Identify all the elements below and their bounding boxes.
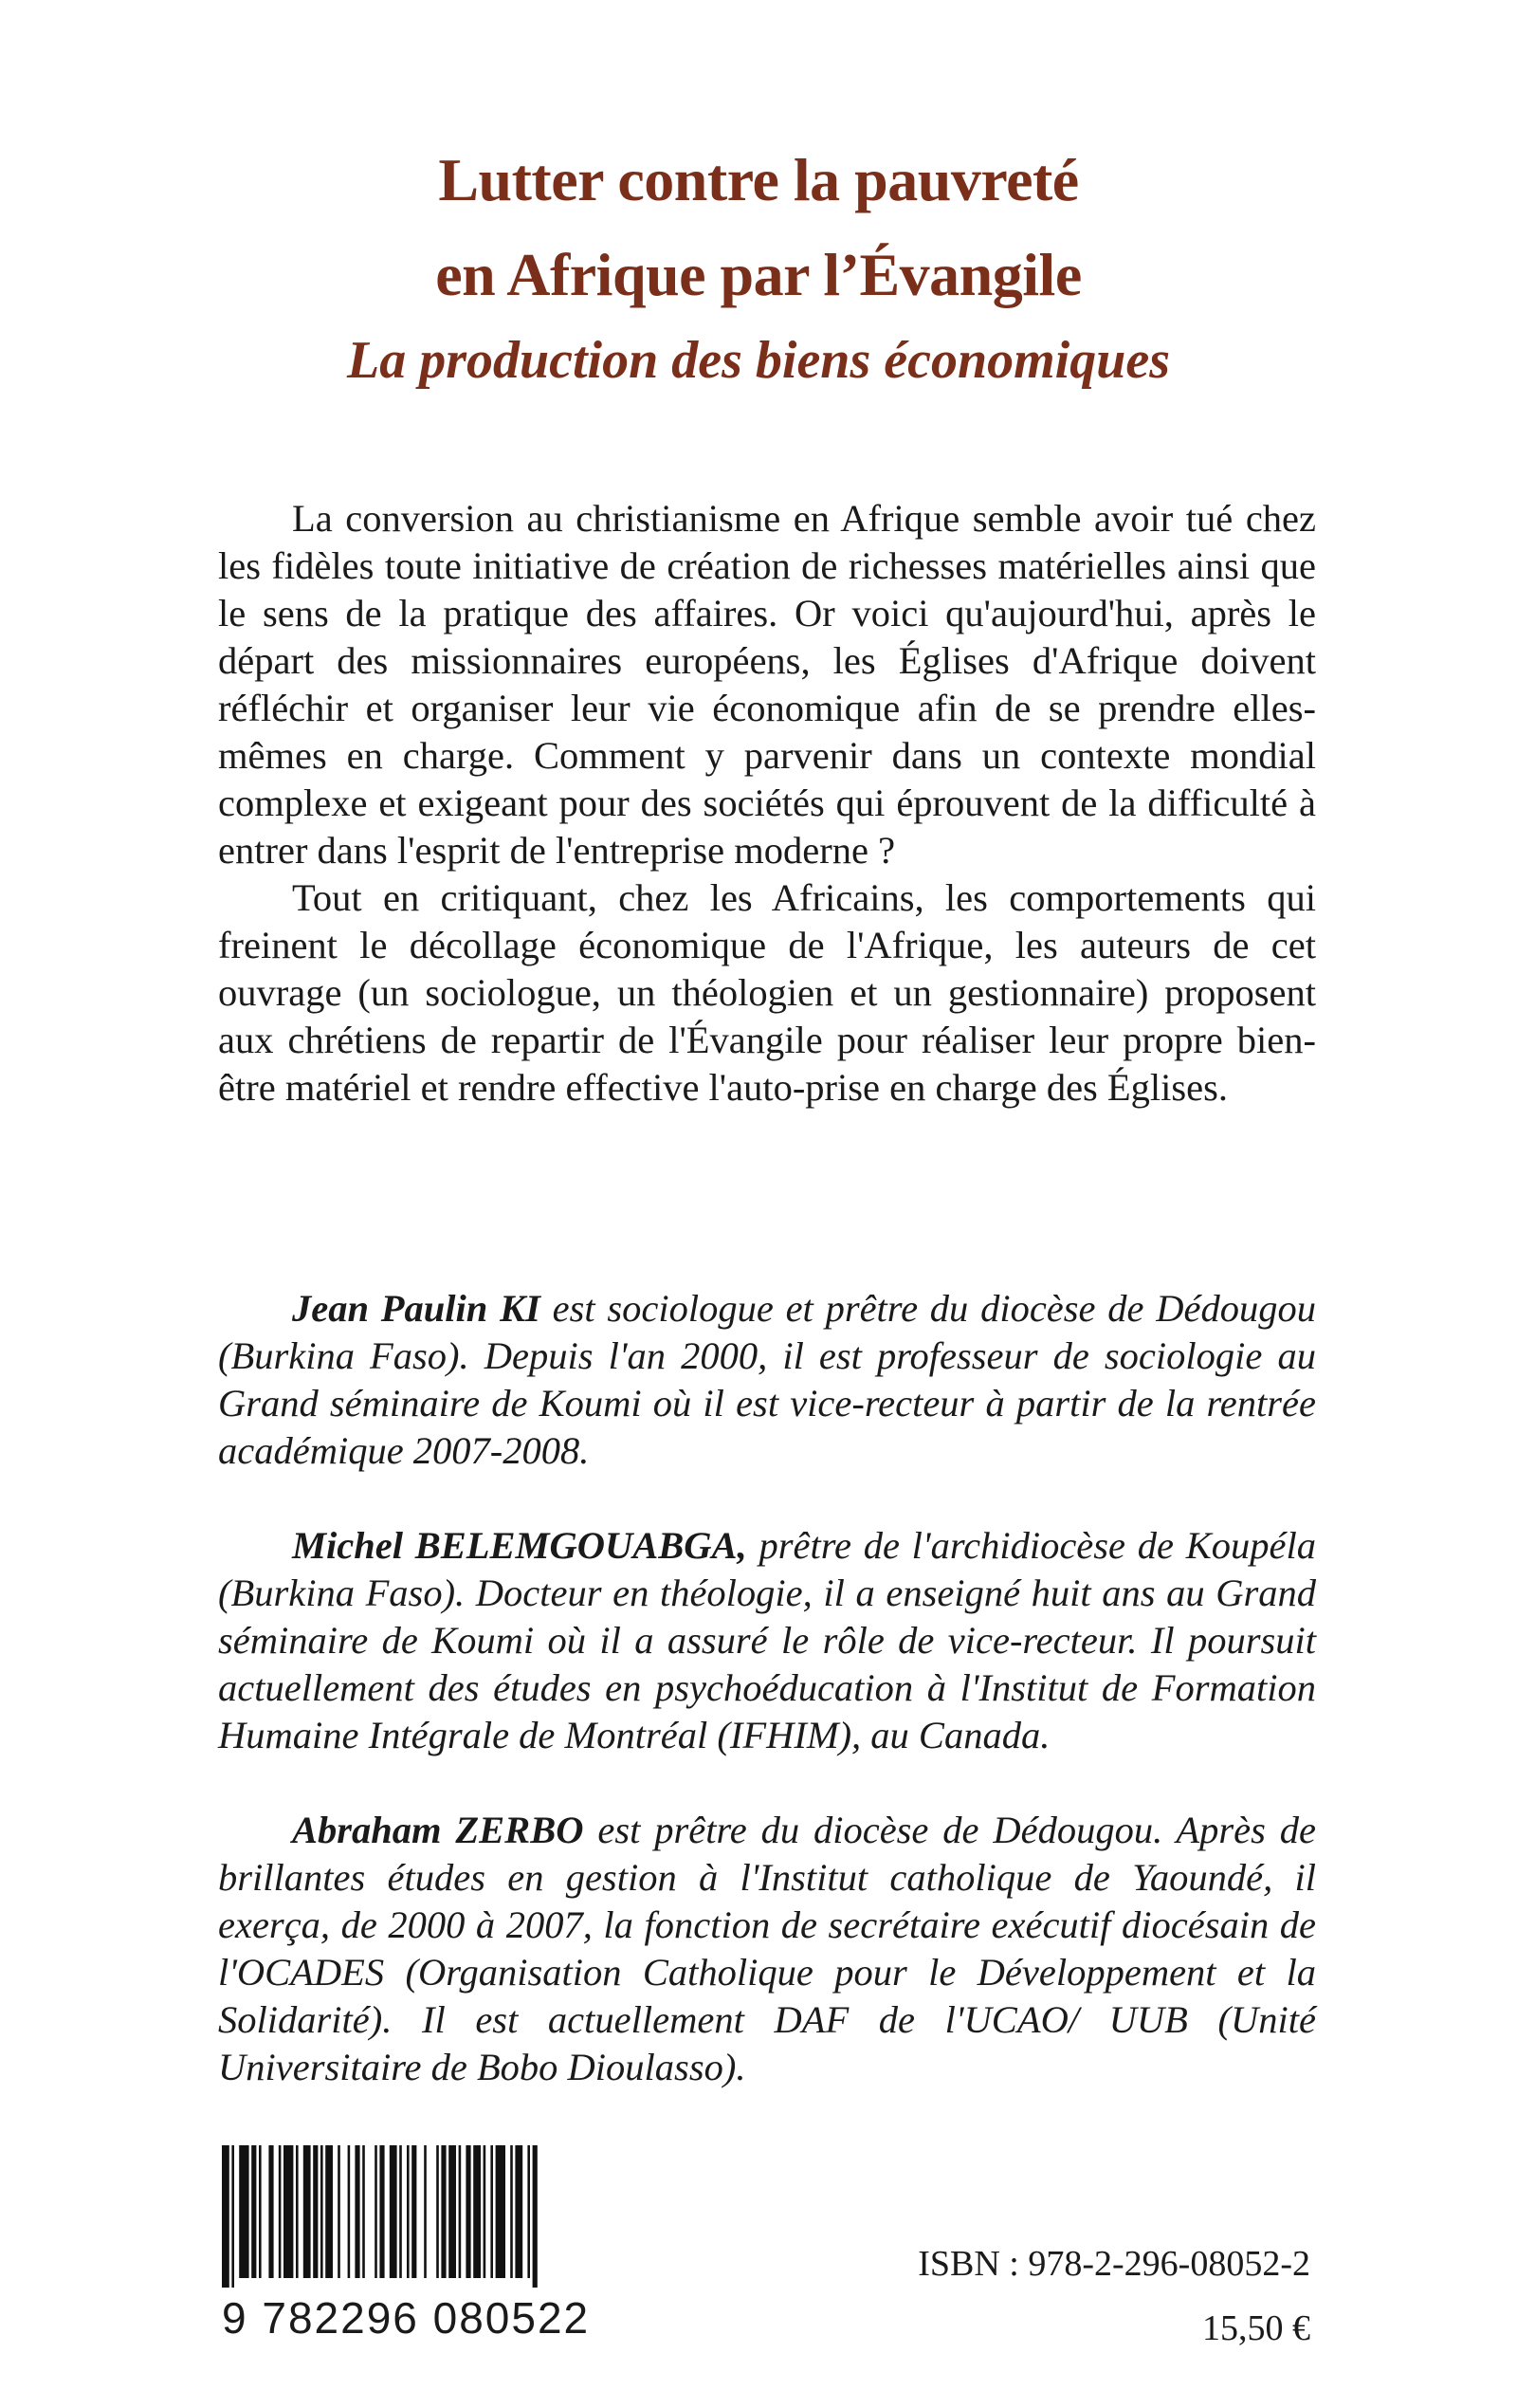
author-name-2: Michel BELEMGOUABGA, [292,1524,747,1567]
barcode-bar [239,2145,248,2278]
author-bios [218,1285,1316,2139]
barcode-bar [313,2145,318,2278]
summary-paragraph-1: La conversion au christianisme en Afrique semble avoir tué chez les fidèles toute initiative de création de richesses matérielles ainsi que le sens de la pratique des affaires. Or voici qu'aujourd'hui, après le départ des missionnaires européens, les Églises d'Afrique doivent réfléchir et organiser leur vie économique afin de se prendre elles-mêmes en charge. Comment y parvenir dans un contexte mondial complexe et exigeant pour des sociétés qui éprouvent de la difficulté à entrer dans l'esprit de l'entreprise moderne ? [218,497,1316,872]
barcode-bar [515,2145,522,2278]
barcode-bar [338,2145,340,2278]
barcode-bar [259,2145,262,2278]
barcode-bar [533,2145,538,2288]
barcode-bar [484,2145,486,2278]
author-text-2: prêtre de l'archidiocèse de Koupéla (Burkina Faso). Docteur en théologie, il a enseigné huit ans au Grand séminaire de Koumi où il a assuré le rôle de vice-recteur. Il poursuit actuellement des études en psychoéducation à l'Institut de Formation Humaine Intégrale de Montréal (IFHIM), au Canada. [218,1524,1316,1756]
author-bio-2 [218,1522,1316,1759]
barcode-bar [325,2145,333,2278]
barcode-bar [424,2145,427,2278]
book-subtitle: La production des biens économiques [346,331,1171,390]
barcode-bar [355,2145,359,2278]
barcode-bar [375,2145,377,2278]
barcode-digits: 9 782296 080522 [222,2293,591,2343]
book-title-line-2: en Afrique par l’Évangile [435,241,1082,308]
barcode-bar [441,2145,446,2278]
barcode-bar [303,2145,311,2278]
barcode-bar [448,2145,456,2278]
barcode-bar [459,2145,462,2278]
barcode-bar [490,2145,493,2278]
author-bio-1 [218,1285,1316,1475]
barcode-bar [510,2145,513,2278]
summary [218,495,1316,1112]
barcode-bar [527,2145,530,2278]
barcode-bar [407,2145,410,2278]
barcode-bar [222,2145,229,2288]
barcode-bar [231,2145,234,2288]
price: 15,50 € [1202,2308,1310,2348]
barcode-bar [251,2145,256,2278]
title-block [0,133,1517,398]
barcode-bar [411,2145,416,2278]
author-name-3: Abraham ZERBO [292,1809,584,1851]
summary-paragraph-2: Tout en critiquant, chez les Africains, les comportements qui freinent le décollage économique de l'Afrique, les auteurs de cet ouvrage (un sociologue, un théologien et un gestionnaire) proposent aux chrétiens de repartir de l'Évangile pour réaliser leur propre bien-être matériel et rendre effective l'auto-prise en charge des Églises. [218,876,1316,1109]
barcode-bar [466,2145,470,2278]
barcode-bars [218,2145,588,2288]
barcode-bar [496,2145,505,2278]
barcode-bar [473,2145,481,2278]
barcode-bar [279,2145,282,2278]
barcode-bar [283,2145,293,2278]
barcode-bar [390,2145,397,2278]
barcode-bar [399,2145,402,2278]
barcode-bar [320,2145,323,2278]
author-text-1: est sociologue et prêtre du diocèse de Dédougou (Burkina Faso). Depuis l'an 2000, il est professeur de sociologie au Grand séminaire de Koumi où il est vice-recteur à partir de la rentrée académique 2007-2008. [218,1287,1316,1472]
barcode-bar [436,2145,439,2278]
author-text-3: est prêtre du diocèse de Dédougou. Après de brillantes études en gestion à l'Institut catholique de Yaoundé, il exerça, de 2000 à 2007, la fonction de secrétaire exécutif diocésain de l'OCADES (Organisation Catholique pour le Développement et la Solidarité). Il est actuellement DAF de l'UCAO/ UUB (Unité Universitaire de Bobo Dioulasso). [218,1809,1316,2088]
isbn: ISBN : 978-2-296-08052-2 [918,2244,1310,2284]
book-title-line-1: Lutter contre la pauvreté [438,146,1079,213]
barcode-bar [268,2145,273,2278]
barcode-bar [379,2145,384,2278]
barcode-bar [348,2145,351,2278]
barcode-bar [362,2145,365,2278]
author-bio-3 [218,1807,1316,2091]
barcode-bar [296,2145,299,2278]
author-name-1: Jean Paulin KI [292,1287,540,1330]
